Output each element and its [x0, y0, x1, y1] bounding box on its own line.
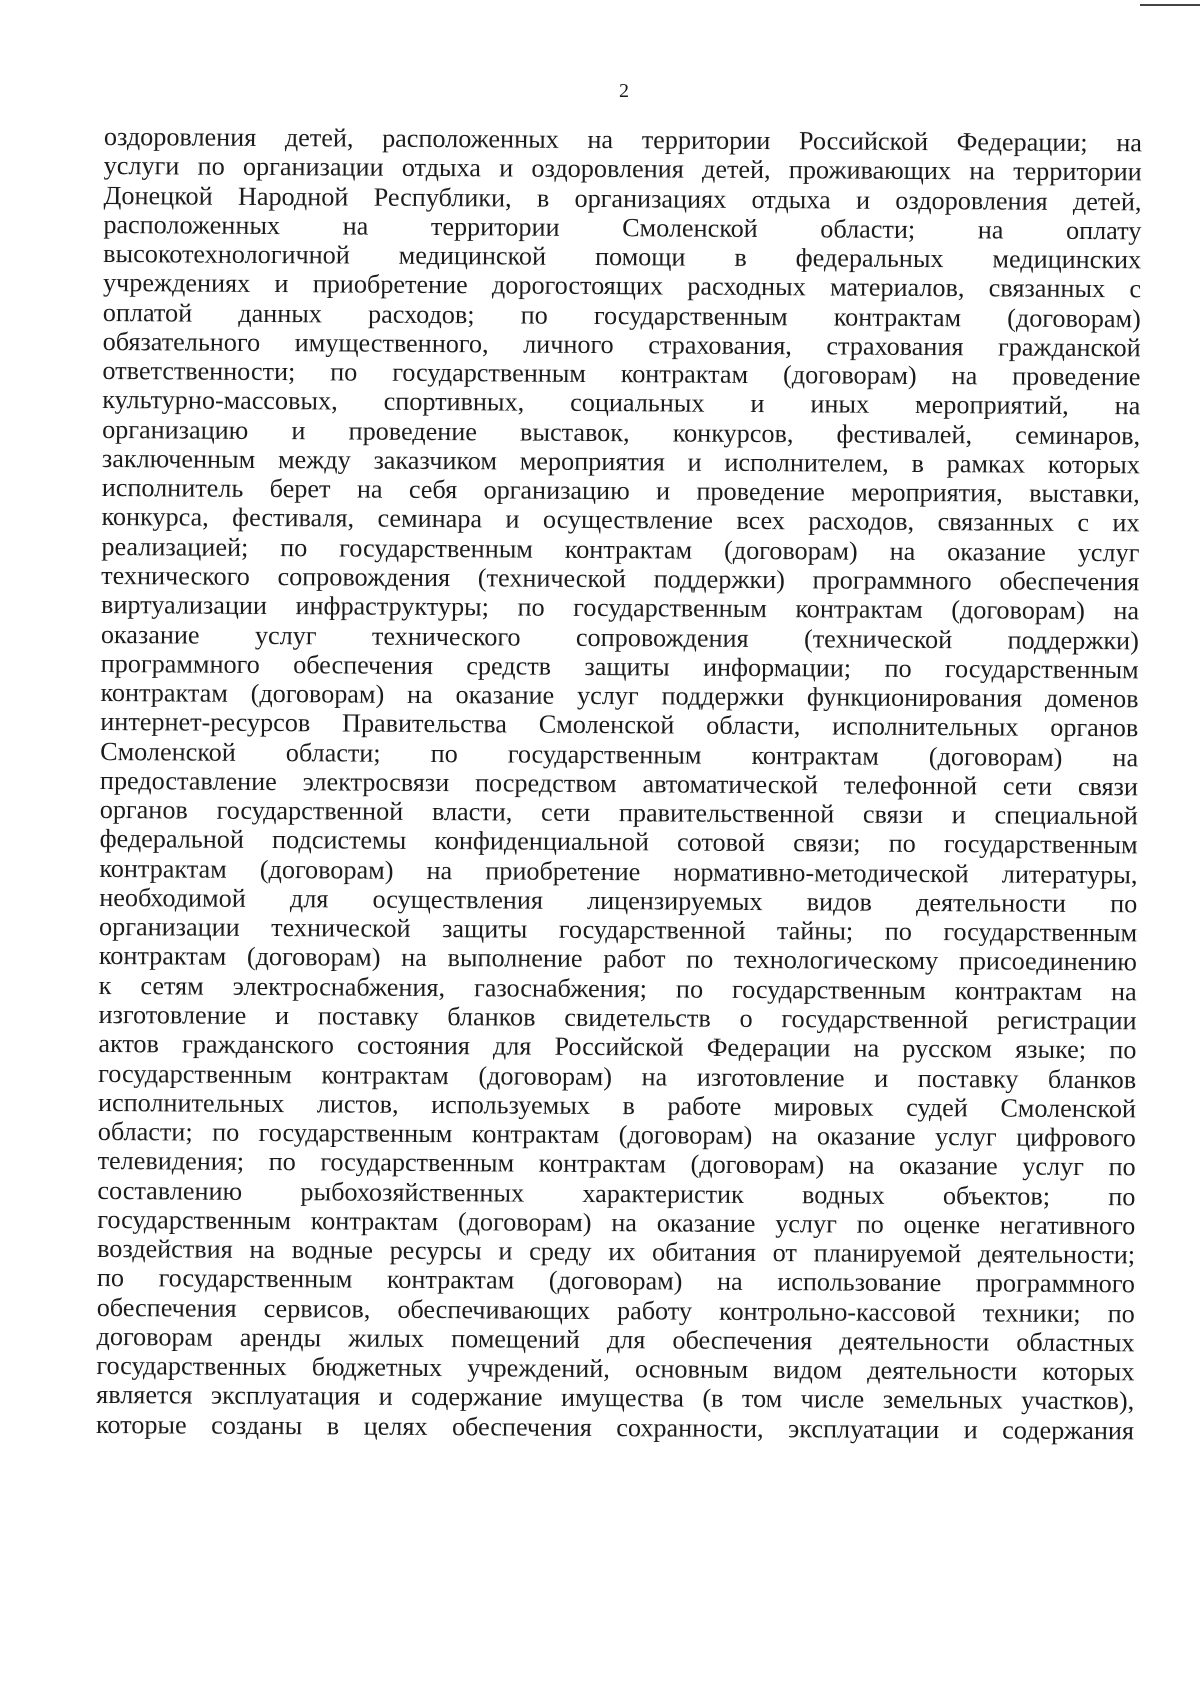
text-line: заключенным между заказчиком мероприятия и исполнителем, в рамках которых: [101, 443, 1141, 480]
text-line: исполнительных листов, используемых в работе мировых судей Смоленской: [97, 1087, 1137, 1124]
text-line: по государственным контрактам (договорам) на использование программного: [96, 1263, 1136, 1299]
text-line: организацию и проведение выставок, конкурсов, фестивалей, семинаров,: [102, 414, 1141, 450]
text-line: оказание услуг технического сопровождения (технической поддержки): [100, 619, 1139, 655]
body-text: [96, 122, 1142, 1445]
text-line: расположенных на территории Смоленской области; на оплату: [103, 209, 1142, 246]
text-line: актов гражданского состояния для Российской Федерации на русском языке; по: [98, 1029, 1137, 1065]
text-line: телевидения; по государственным контрактам (договорам) на оказание услуг по: [97, 1146, 1136, 1182]
text-line: контрактам (договорам) на выполнение работ по технологическому присоединению: [98, 941, 1137, 977]
text-line: необходимой для осуществления лицензируемых видов деятельности по: [99, 882, 1138, 919]
text-line: государственным контрактам (договорам) на изготовление и поставку бланков: [98, 1058, 1137, 1094]
text-line: области; по государственным контрактам (договорам) на оказание услуг цифрового: [97, 1117, 1136, 1153]
text-line: ответственности; по государственным контрактам (договорам) на проведение: [102, 356, 1141, 392]
text-line: обязательного имущественного, личного страхования, страхования гражданской: [102, 326, 1141, 363]
text-line: которые созданы в целях обеспечения сохранности, эксплуатации и содержания: [95, 1409, 1135, 1446]
text-line: органов государственной власти, сети правительственной связи и специальной: [99, 795, 1138, 831]
text-line: высокотехнологичной медицинской помощи в федеральных медицинских: [103, 239, 1142, 275]
text-line: обеспечения сервисов, обеспечивающих работу контрольно-кассовой техники; по: [96, 1292, 1135, 1328]
text-line: изготовление и поставку бланков свидетельств о государственной регистрации: [98, 999, 1137, 1036]
page-number: 2: [619, 80, 629, 102]
scan-edge-mark: [1140, 4, 1200, 6]
text-line: конкурса, фестиваля, семинара и осуществление всех расходов, связанных с их: [101, 502, 1140, 538]
text-line: Смоленской области; по государственным контрактам (договорам) на: [100, 736, 1139, 772]
text-line: государственным контрактам (договорам) на оказание услуг по оценке негативного: [97, 1204, 1136, 1241]
text-line: федеральной подсистемы конфиденциальной сотовой связи; по государственным: [99, 824, 1138, 860]
text-line: учреждениях и приобретение дорогостоящих расходных материалов, связанных с: [102, 268, 1142, 304]
text-line: контрактам (договорам) на оказание услуг поддержки функционирования доменов: [100, 678, 1139, 714]
text-line: является эксплуатация и содержание имущества (в том числе земельных участков),: [96, 1380, 1135, 1416]
text-line: контрактам (договорам) на приобретение нормативно-методической литературы,: [99, 853, 1138, 889]
text-line: воздействия на водные ресурсы и среду их обитания от планируемой деятельности;: [97, 1234, 1136, 1270]
text-line: государственных бюджетных учреждений, основным видом деятельности которых: [96, 1351, 1135, 1387]
text-line: технического сопровождения (технической поддержки) программного обеспечения: [101, 560, 1140, 597]
text-line: составлению рыбохозяйственных характеристик водных объектов; по: [97, 1175, 1136, 1211]
text-line: услуги по организации отдыха и оздоровления детей, проживающих на территории: [103, 151, 1142, 187]
text-line: Донецкой Народной Республики, в организациях отдыха и оздоровления детей,: [103, 180, 1142, 216]
text-line: оздоровления детей, расположенных на территории Российской Федерации; на: [103, 122, 1142, 158]
text-line: договорам аренды жилых помещений для обеспечения деятельности областных: [96, 1321, 1135, 1358]
text-line: исполнитель берет на себя организацию и проведение мероприятия, выставки,: [101, 473, 1140, 509]
text-line: интернет-ресурсов Правительства Смоленской области, исполнительных органов: [100, 707, 1139, 743]
text-line: программного обеспечения средств защиты информации; по государственным: [100, 648, 1139, 685]
text-line: оплатой данных расходов; по государственным контрактам (договорам): [102, 297, 1141, 333]
text-line: предоставление электросвязи посредством автоматической телефонной сети связи: [99, 765, 1139, 802]
text-line: виртуализации инфраструктуры; по государственным контрактам (договорам) на: [100, 590, 1140, 626]
text-line: реализацией; по государственным контрактам (договорам) на оказание услуг: [101, 531, 1140, 568]
text-line: организации технической защиты государственной тайны; по государственным: [98, 912, 1138, 948]
text-line: к сетям электроснабжения, газоснабжения; по государственным контрактам на: [98, 970, 1137, 1007]
text-line: культурно-массовых, спортивных, социальных и иных мероприятий, на: [102, 385, 1141, 421]
